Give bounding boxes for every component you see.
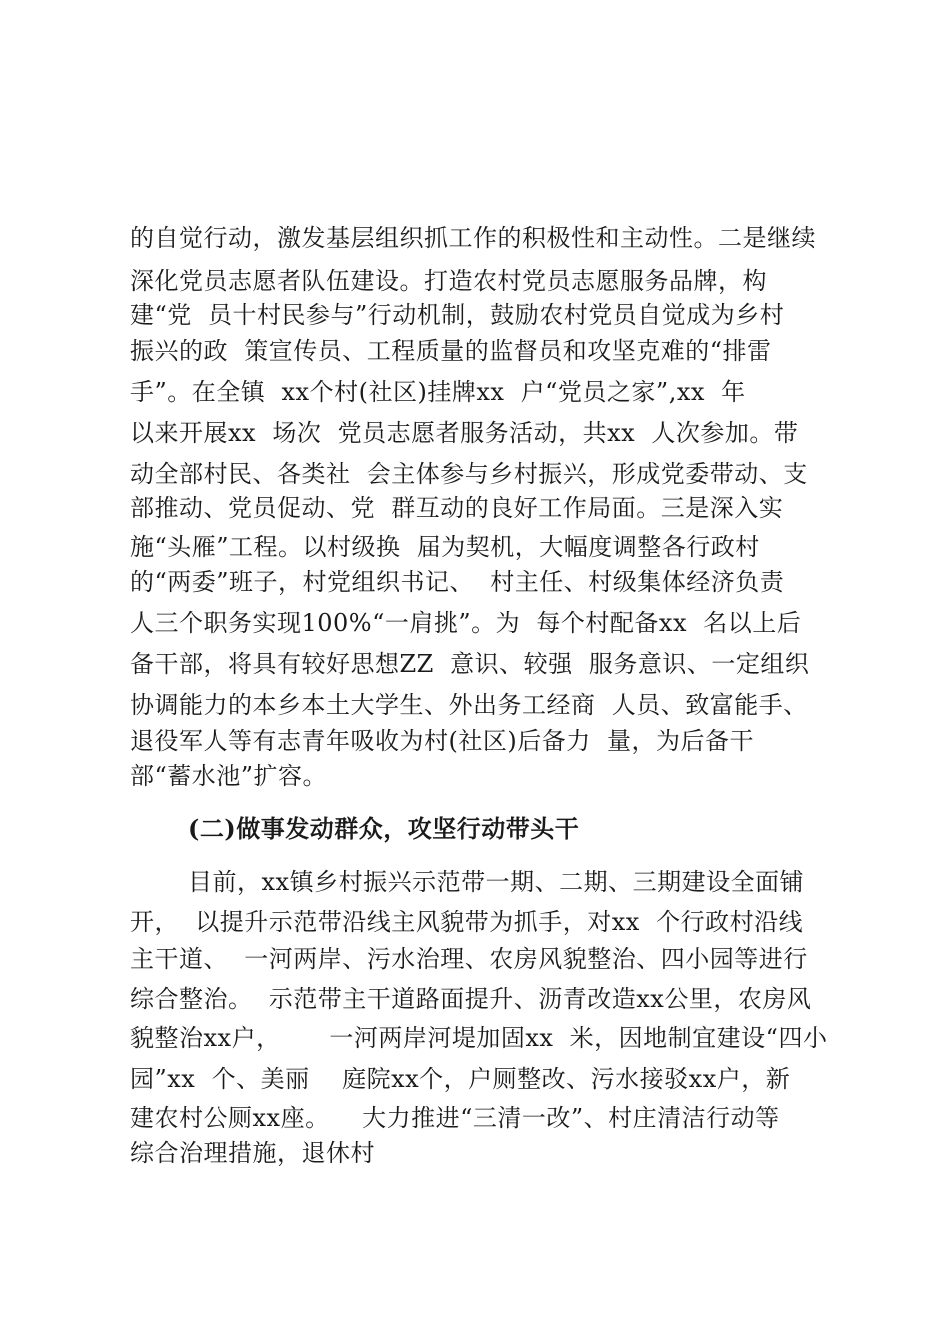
paragraph-line: 退役军人等有志青年吸收为村(社区)后备力 量，为后备干 (130, 727, 754, 755)
paragraph-line: 综合整治。 示范带主干道路面提升、沥青改造xx公里，农房风 (130, 985, 812, 1013)
paragraph-line: 备干部，将具有较好思想ZZ 意识、较强 服务意识、一定组织 (130, 650, 810, 678)
paragraph-line: 以来开展xx 场次 党员志愿者服务活动，共xx 人次参加。带 (130, 419, 799, 447)
paragraph-line: 部推动、党员促动、党 群互动的良好工作局面。三是深入实 (130, 494, 784, 522)
paragraph-line: 貌整治xx户， 一河两岸河堤加固xx 米，因地制宜建设“四小 (130, 1024, 828, 1052)
paragraph-line: 协调能力的本乡本土大学生、外出务工经商 人员、致富能手、 (130, 691, 808, 719)
paragraph-line: 建农村公厕xx座。 大力推进“三清一改”、村庄清洁行动等 (130, 1104, 780, 1132)
paragraph-line: 的“两委”班子，村党组织书记、 村主任、村级集体经济负责 (130, 568, 785, 596)
paragraph-line: 开， 以提升示范带沿线主风貌带为抓手，对xx 个行政村沿线 (130, 908, 804, 936)
paragraph-line: 动全部村民、各类社 会主体参与乡村振兴，形成党委带动、支 (130, 460, 808, 488)
paragraph-line: 综合治理措施，退休村 (130, 1139, 375, 1167)
paragraph-line: 的自觉行动，激发基层组织抓工作的积极性和主动性。二是继续 (130, 224, 816, 252)
paragraph-line: 园”xx 个、美丽 庭院xx个，户厕整改、污水接驳xx户，新 (130, 1065, 791, 1093)
paragraph-line: 目前，xx镇乡村振兴示范带一期、二期、三期建设全面铺 (188, 868, 805, 896)
section-heading: (二)做事发动群众，攻坚行动带头干 (188, 814, 580, 843)
paragraph-line: 建“党 员十村民参与”行动机制，鼓励农村党员自觉成为乡村 (130, 301, 785, 329)
paragraph-line: 部“蓄水池”扩容。 (130, 762, 328, 790)
paragraph-line: 手”。在全镇 xx个村(社区)挂牌xx 户“党员之家”,xx 年 (130, 378, 746, 406)
paragraph-line: 施“头雁”工程。以村级换 届为契机，大幅度调整各行政村 (130, 533, 760, 561)
paragraph-line: 振兴的政 策宣传员、工程质量的监督员和攻坚克难的“排雷 (130, 337, 772, 365)
paragraph-line: 主干道、 一河两岸、污水治理、农房风貌整治、四小园等进行 (130, 945, 808, 973)
paragraph-line: 深化党员志愿者队伍建设。打造农村党员志愿服务品牌，构 (130, 267, 767, 295)
paragraph-line: 人三个职务实现100%“一肩挑”。为 每个村配备xx 名以上后 (130, 609, 802, 637)
